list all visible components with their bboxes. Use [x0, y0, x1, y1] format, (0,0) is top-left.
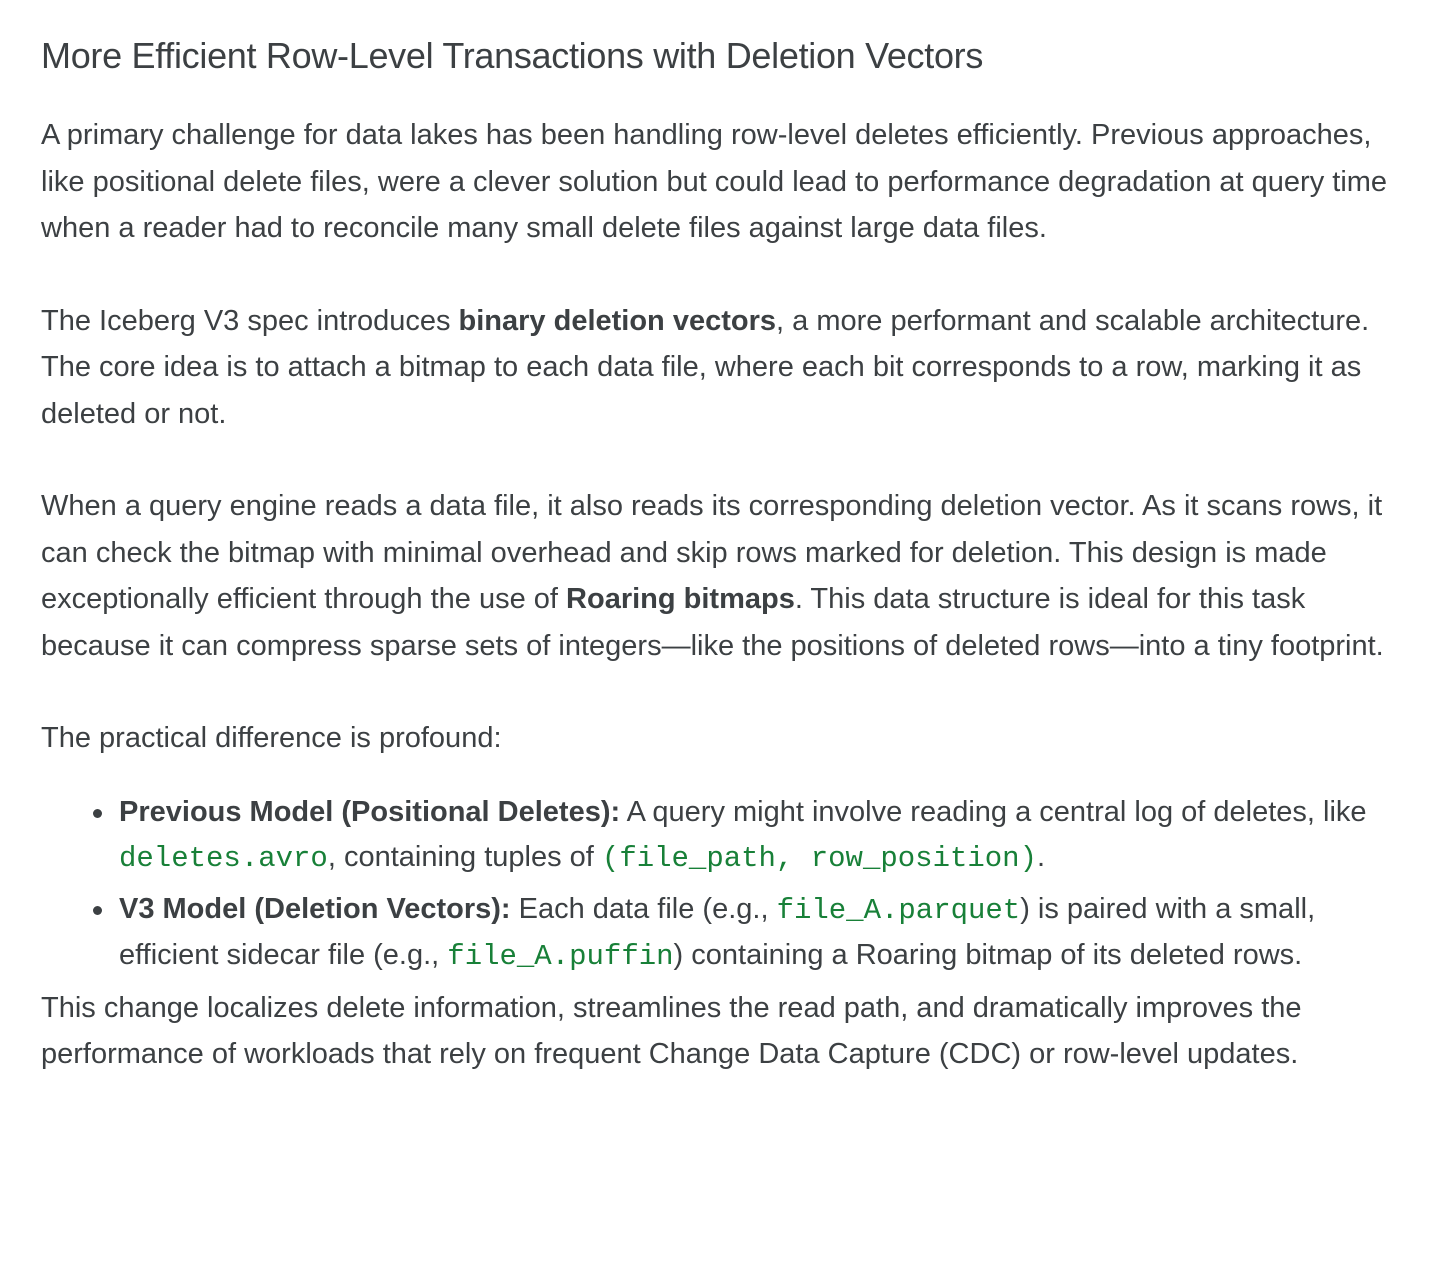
code-snippet: (file_path, row_position) [601, 841, 1037, 875]
code-snippet: deletes.avro [119, 841, 328, 875]
bold-term: Roaring bitmaps [566, 583, 795, 615]
text: , a more performant and scalable architecture. The core idea is to attach a bitmap to each data file, where each bit corresponds to a row, marking it as deleted or not. [41, 304, 1370, 430]
code-snippet: file_A.parquet [776, 893, 1021, 927]
bold-term: binary deletion vectors [458, 304, 777, 337]
bullet-icon [93, 906, 102, 915]
bold-term: Previous Model (Positional Deletes): [119, 795, 621, 828]
text: ) containing a Roaring bitmap of its deleted rows. [673, 938, 1303, 971]
bullet-icon [93, 809, 102, 818]
code-snippet: file_A.puffin [447, 939, 674, 973]
text: When a query engine reads a data file, it also reads its corresponding deletion vector. As it scans rows, it can check the bitmap with minimal overhead and skip rows marked for deletion. This design is made exceptionally efficient through the use of [41, 490, 1383, 615]
text: . This data structure is ideal for this task because it can compress sparse sets of integers—like the positions of deleted rows—into a tiny footprint. [41, 583, 1384, 662]
text: ) is paired with a small, efficient sidecar file (e.g., [119, 892, 1316, 971]
text: The Iceberg V3 spec introduces [41, 304, 459, 337]
text: , containing tuples of [327, 840, 602, 873]
paragraph-roaring-bitmaps [41, 483, 1411, 669]
bold-term: V3 Model (Deletion Vectors): [119, 892, 511, 925]
list-item [119, 887, 1411, 979]
paragraph-deletion-vectors [41, 298, 1411, 438]
text: . [1037, 840, 1046, 873]
section-heading: More Efficient Row-Level Transactions with Deletion Vectors [41, 35, 984, 76]
text: Each data file (e.g., [510, 892, 777, 925]
article [41, 0, 1411, 1078]
text: A query might involve reading a central log of deletes, like [620, 795, 1367, 828]
paragraph-conclusion: This change localizes delete information, streamlines the read path, and dramatically improves the performance of workloads that rely on frequent Change Data Capture (CDC) or row-level updates. [41, 991, 1302, 1070]
paragraph-intro: A primary challenge for data lakes has been handling row-level deletes efficiently. Previous approaches, like positional delete files, were a clever solution but could lead to performance degradation at query time when a reader had to reconcile many small delete files against large data files. [41, 119, 1388, 244]
list-item [119, 790, 1411, 881]
paragraph-difference: The practical difference is profound: [41, 722, 502, 754]
comparison-list [41, 790, 1411, 979]
